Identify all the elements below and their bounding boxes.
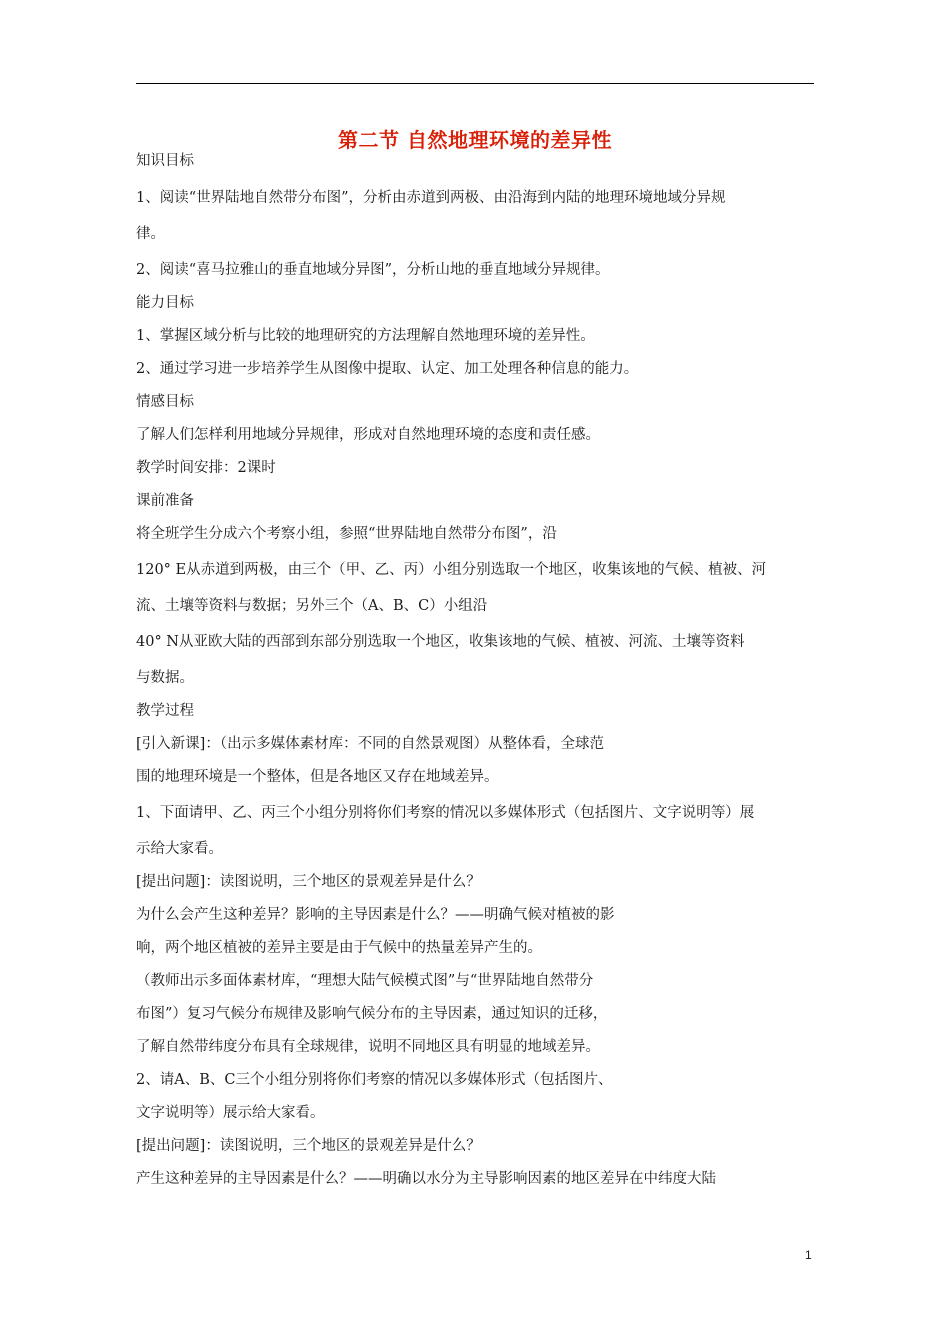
text-line: 2、阅读“喜马拉雅山的垂直地域分异图”，分析山地的垂直地域分异规律。 bbox=[136, 262, 610, 278]
text-line: 能力目标 bbox=[136, 295, 194, 311]
text-line: 2、请A、B、C三个小组分别将你们考察的情况以多媒体形式（包括图片、 bbox=[136, 1072, 613, 1088]
text-line: 了解自然带纬度分布具有全球规律，说明不同地区具有明显的地域差异。 bbox=[136, 1039, 600, 1055]
text-line: 将全班学生分成六个考察小组，参照“世界陆地自然带分布图”，沿 bbox=[136, 526, 557, 542]
text-line: 教学过程 bbox=[136, 703, 194, 719]
text-line: 流、土壤等资料与数据；另外三个（A、B、C）小组沿 bbox=[136, 598, 488, 614]
text-line: 40° N从亚欧大陆的西部到东部分别选取一个地区，收集该地的气候、植被、河流、土壤等资料 bbox=[136, 634, 745, 650]
document-body bbox=[136, 147, 816, 1188]
text-line: 示给大家看。 bbox=[136, 841, 223, 857]
text-line: 课前准备 bbox=[136, 493, 194, 509]
text-line: 知识目标 bbox=[136, 153, 194, 169]
text-line: 围的地理环境是一个整体，但是各地区又存在地域差异。 bbox=[136, 769, 499, 785]
page-title: 第二节 自然地理环境的差异性 bbox=[338, 128, 612, 152]
page-number: 1 bbox=[805, 1248, 812, 1262]
text-line: 为什么会产生这种差异？影响的主导因素是什么？——明确气候对植被的影 bbox=[136, 907, 615, 923]
text-line: 2、通过学习进一步培养学生从图像中提取、认定、加工处理各种信息的能力。 bbox=[136, 361, 639, 377]
text-line: 1、下面请甲、乙、丙三个小组分别将你们考察的情况以多媒体形式（包括图片、文字说明等）展 bbox=[136, 805, 755, 821]
text-line: 与数据。 bbox=[136, 670, 194, 686]
text-line: 情感目标 bbox=[136, 394, 194, 410]
text-line: [提出问题]：读图说明，三个地区的景观差异是什么？ bbox=[136, 874, 481, 890]
text-line: 1、阅读“世界陆地自然带分布图”，分析由赤道到两极、由沿海到内陆的地理环境地域分异规 bbox=[136, 190, 726, 206]
text-line: 布图”）复习气候分布规律及影响气候分布的主导因素，通过知识的迁移， bbox=[136, 1006, 608, 1022]
text-line: 了解人们怎样利用地域分异规律，形成对自然地理环境的态度和责任感。 bbox=[136, 427, 600, 443]
text-line: 文字说明等）展示给大家看。 bbox=[136, 1105, 325, 1121]
header-rule bbox=[136, 83, 814, 84]
text-line: 响，两个地区植被的差异主要是由于气候中的热量差异产生的。 bbox=[136, 940, 542, 956]
text-line: 产生这种差异的主导因素是什么？——明确以水分为主导影响因素的地区差异在中纬度大陆 bbox=[136, 1171, 716, 1187]
text-line: （教师出示多面体素材库，“理想大陆气候模式图”与“世界陆地自然带分 bbox=[136, 973, 594, 989]
text-line: 1、掌握区域分析与比较的地理研究的方法理解自然地理环境的差异性。 bbox=[136, 328, 595, 344]
text-line: [引入新课]：（出示多媒体素材库：不同的自然景观图）从整体看，全球范 bbox=[136, 736, 605, 752]
text-line: 律。 bbox=[136, 226, 165, 242]
text-line: [提出问题]：读图说明，三个地区的景观差异是什么？ bbox=[136, 1138, 481, 1154]
text-line: 教学时间安排：2课时 bbox=[136, 460, 276, 476]
text-line: 120° E从赤道到两极，由三个（甲、乙、丙）小组分别选取一个地区，收集该地的气候、植被、河 bbox=[136, 562, 767, 578]
